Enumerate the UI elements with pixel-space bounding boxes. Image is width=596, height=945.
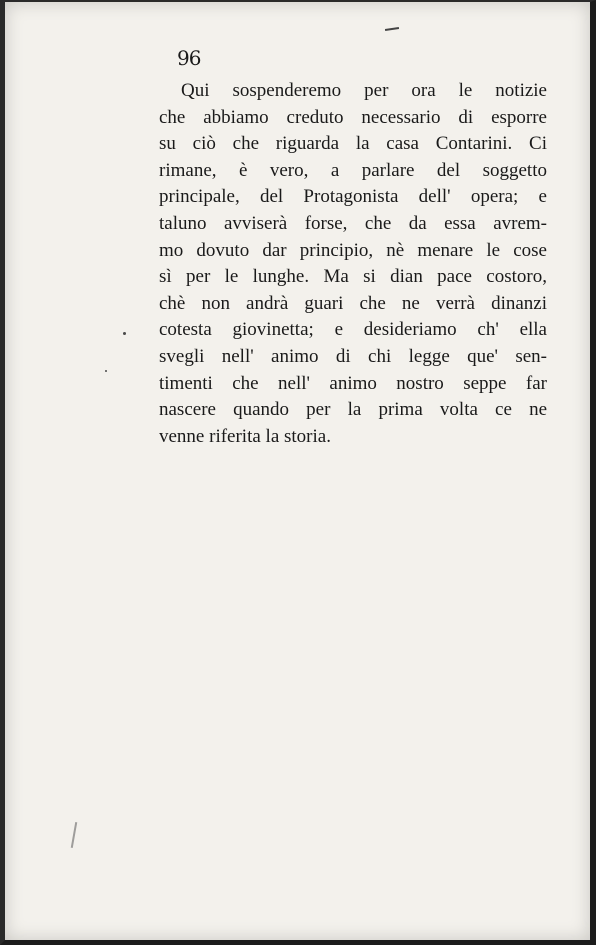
text-line: Qui sospenderemo per ora le notizie [181, 80, 547, 101]
ink-speck [123, 332, 126, 335]
ink-speck [105, 370, 107, 372]
body-text [159, 78, 547, 450]
text-line: che abbiamo creduto necessario di esporre [159, 106, 547, 128]
text-line: mo dovuto dar principio, nè menare le cose [159, 239, 547, 261]
text-line: rimane, è vero, a parlare del soggetto [159, 159, 547, 181]
text-line: nascere quando per la prima volta ce ne [159, 399, 547, 421]
text-line: svegli nell' animo di chi legge que' sen- [159, 345, 547, 367]
text-line: chè non andrà guari che ne verrà dinanzi [159, 292, 547, 314]
text-line: venne riferita la storia. [159, 425, 331, 447]
margin-mark [71, 822, 77, 848]
page-number: 96 [177, 46, 201, 70]
text-line: timenti che nell' animo nostro seppe far [159, 372, 547, 394]
text-line: principale, del Protagonista dell' opera; e [159, 186, 547, 208]
text-line: sì per le lunghe. Ma si dian pace costoro, [159, 266, 547, 288]
ink-mark [385, 27, 399, 31]
text-line: su ciò che riguarda la casa Contarini. Ci [159, 133, 547, 155]
text-line: taluno avviserà forse, che da essa avrem- [159, 212, 547, 234]
text-line: cotesta giovinetta; e desideriamo ch' ella [159, 319, 547, 341]
